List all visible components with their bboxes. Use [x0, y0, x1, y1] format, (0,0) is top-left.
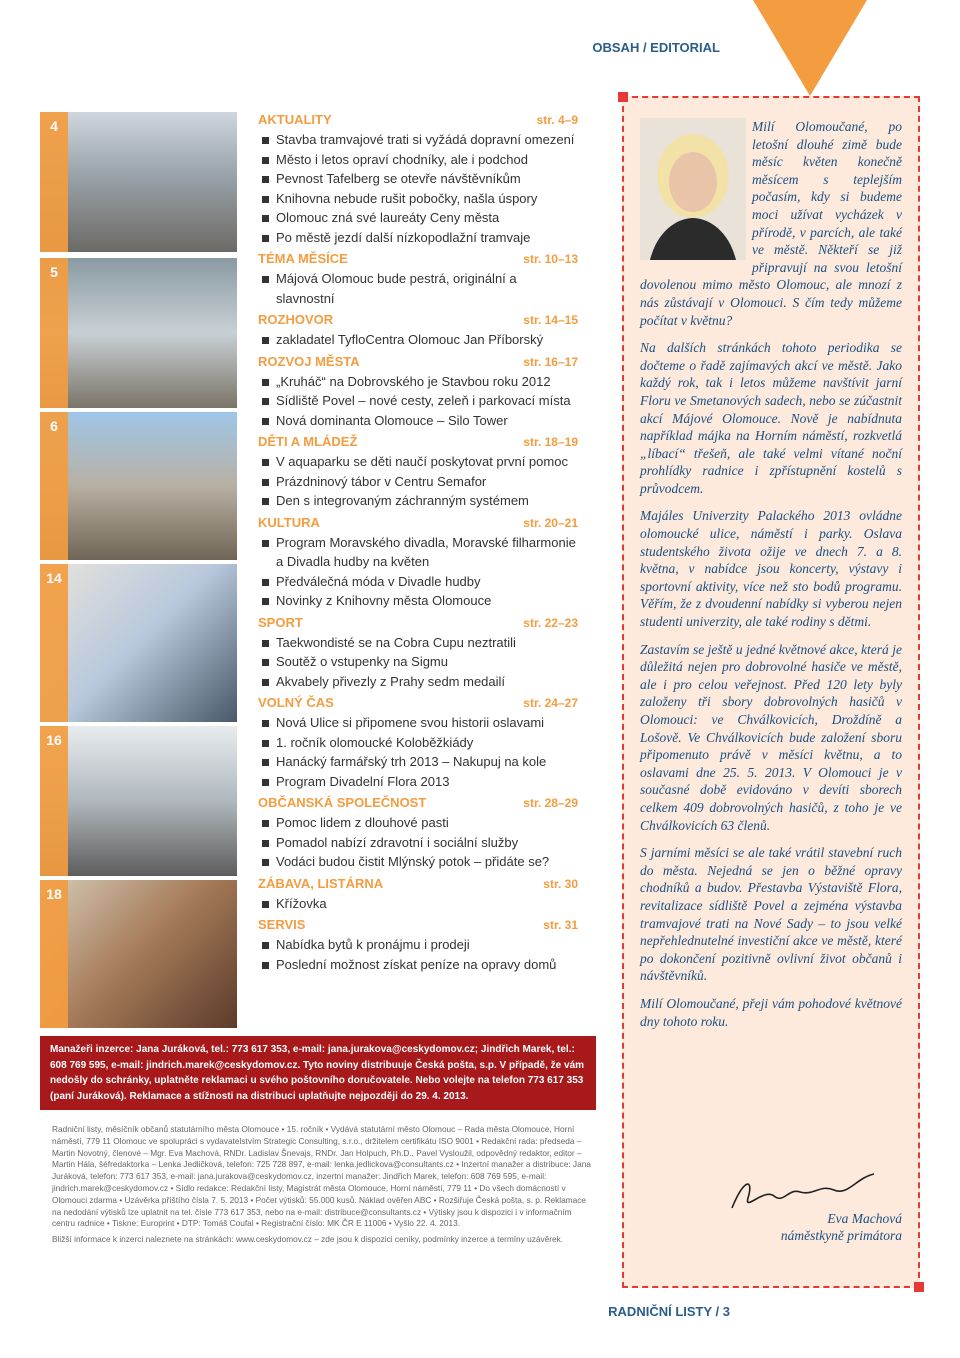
thumbnail-photo[interactable]: [40, 880, 237, 1028]
thumbnail-page-number: 14: [40, 564, 68, 722]
toc-section: [258, 312, 578, 350]
section-pages: str. 30: [543, 876, 578, 891]
section-pages: str. 28–29: [523, 796, 578, 810]
toc-item[interactable]: Program Moravského divadla, Moravské filharmonie a Divadla hudby na květen: [258, 533, 578, 572]
section-title[interactable]: VOLNÝ ČAS: [258, 695, 334, 710]
section-pages: str. 18–19: [523, 435, 578, 449]
toc-item[interactable]: Taekwondisté se na Cobra Cupu neztratili: [258, 633, 578, 653]
toc-item[interactable]: Pomoc lidem z dlouhové pasti: [258, 813, 578, 833]
editorial-paragraph: Majáles Univerzity Palackého 2013 ovládne olomoucké ulice, náměstí i parky. Oslava studentského života ožije ve dnech 7. a 8. května, v nabídce jsou koncerty, výstavy i sportovní aktivity, více než sto bodů programu. Věřím, že z dvoudenní nabídky si vyberou nejen studenti univerzity, ale také rodiny s dětmi.: [640, 508, 902, 630]
thumbnail-photo[interactable]: [40, 112, 237, 252]
thumbnail-photo[interactable]: [40, 412, 237, 560]
toc-section: [258, 112, 578, 247]
thumbnail-page-number: 18: [40, 880, 68, 1028]
toc-item[interactable]: Křížovka: [258, 894, 578, 914]
imprint: [52, 1124, 592, 1250]
thumbnail-photo[interactable]: [40, 564, 237, 722]
toc-item[interactable]: Město i letos opraví chodníky, ale i podchod: [258, 150, 578, 170]
editorial-paragraph: Milí Olomoučané, po letošní dlouhé zimě bude měsíc květen konečně měsícem s teplejším počasím, kdy si budeme moci užívat vycházek v přírodě, v parcích, ale také ve městě. Někteří se již připravují na svou letošní dovolenou mimo město Olomouc, ale mnozí z nás zůstávají v Olomouci. S čím tedy můžeme počítat v květnu?: [640, 119, 902, 328]
signature-block: [640, 1210, 902, 1244]
section-title[interactable]: OBČANSKÁ SPOLEČNOST: [258, 795, 427, 810]
signature-name: Eva Machová: [827, 1211, 902, 1226]
editorial-paragraph: Zastavím se ještě u jedné květnové akce, která je důležitá nejen pro dobrovolné hasiče ve městě, ale i pro celou veřejnost. Před 120 lety byly založeny tři sbory dobrovolných hasičů v Olomouci: ve Chválkovicích, Droždíně a Lošově. Ve Chválkovicích bude založení sboru připomenuto právě v měsíci květnu, a to oslavami dne 25. 5. 2013. V Olomouci je v současné době evidováno v devíti sborech celkem 409 dobrovolných hasičů, z toho je ve Chválkovicích 63 členů.: [640, 641, 902, 833]
toc-item[interactable]: Akvabely přivezly z Prahy sedm medailí: [258, 672, 578, 692]
editorial-box: [622, 96, 920, 1288]
thumbnail-photo[interactable]: [40, 726, 237, 876]
toc-item[interactable]: 1. ročník olomoucké Koloběžkiády: [258, 733, 578, 753]
toc-item[interactable]: Májová Olomouc bude pestrá, originální a slavnostní: [258, 269, 578, 308]
editorial-paragraph: Milí Olomoučané, přeji vám pohodové květnové dny tohoto roku.: [640, 995, 902, 1029]
section-label: OBSAH / EDITORIAL: [592, 40, 720, 55]
toc-item[interactable]: Po městě jezdí další nízkopodlažní tramvaje: [258, 228, 578, 248]
portrait-image: [640, 118, 746, 260]
section-pages: str. 4–9: [536, 113, 578, 127]
toc-item[interactable]: Hanácký farmářský trh 2013 – Nakupuj na kole: [258, 752, 578, 772]
section-pages: str. 16–17: [523, 354, 578, 369]
imprint-paragraph: Radniční listy, měsíčník občanů statutárního města Olomouce • 15. ročník • Vydává statutární město Olomouc – Rada města Olomouce, Horní náměstí, 779 11 Olomouc ve spolupráci s vydavatelstvím Strategic Consulting, s.r.o., držitelem certifikátu ISO 9001 • Redakční rada: předseda – Martin Novotný, členové – Mgr. Eva Machová, RNDr. Ladislav Šnevajs, RNDr. Jan Holpuch, Ph.D., Pavel Vysloužil, odpovědný redaktor, editor – Martin Hála, šéfredaktorka – Lenka Jedličková, telefon: 725 728 897, e-mail: lenka.jedlickova@consultants.cz • Inzertní manažer a distribuce: Jana Juráková, telefon: 773 617 353, e-mail: jana.jurakova@ceskydomov.cz, inzertní manažer: Jindřich Marek, telefon: 608 769 595, e-mail: jindrich.marek@ceskydomov.cz • Sídlo redakce: Redakční listy, Magistrát města Olomouce, Horní náměstí, 779 11 • Do všech domácností v Olomouci zdarma • Uzávěrka příštího čísla 7. 5. 2013 • Počet výtisků: 55.000 kusů. Náklad ověřen ABC • Rozšiřuje Česká pošta, s. p. Reklamace na nedodání výtisků lze uplatnit na tel. čísle 773 617 353, nebo na e-mail: distribuce@consultants.cz • Výtisky jsou k dispozici i v informačním centru radnice • Tiskne: Europrint • DTP: Tomáš Coufal • Registrační číslo: MK ČR E 11006 • Vyšlo 22. 4. 2013.: [52, 1124, 591, 1229]
thumbnail-photo[interactable]: [40, 258, 237, 408]
toc-item[interactable]: Stavba tramvajové trati si vyžádá dopravní omezení: [258, 130, 578, 150]
thumbnail-page-number: 4: [40, 112, 68, 252]
section-pages: str. 24–27: [523, 696, 578, 710]
thumbnail-page-number: 5: [40, 258, 68, 408]
toc-section: [258, 434, 578, 511]
toc-item[interactable]: Pevnost Tafelberg se otevře návštěvníkům: [258, 169, 578, 189]
section-title[interactable]: DĚTI A MLÁDEŽ: [258, 434, 358, 449]
section-title[interactable]: SERVIS: [258, 917, 306, 932]
toc-item[interactable]: Knihovna nebude rušit pobočky, našla úspory: [258, 189, 578, 209]
section-pages: str. 20–21: [523, 515, 578, 530]
toc-item[interactable]: Novinky z Knihovny města Olomouce: [258, 591, 578, 611]
section-title[interactable]: AKTUALITY: [258, 112, 332, 127]
toc-section: [258, 251, 578, 308]
section-title[interactable]: TÉMA MĚSÍCE: [258, 251, 348, 266]
thumbnail-page-number: 16: [40, 726, 68, 876]
toc-section: [258, 354, 578, 431]
section-pages: str. 14–15: [523, 313, 578, 327]
editorial-paragraph: S jarními měsíci se ale také vrátil stavební ruch do města. Nejedná se jen o běžné opravy chodníků a budov. Přestavba Výstaviště Flora, revitalizace sídliště Povel a zejména výstavba tramvajové trati na Nové Sady – to jsou velké nepřehlednutelné investiční akce ve městě, které po dokončení pozitivně ovlivní život občanů i návštěvníků.: [640, 845, 902, 984]
toc-item[interactable]: Poslední možnost získat peníze na opravy domů: [258, 955, 578, 975]
toc-item[interactable]: Prázdninový tábor v Centru Semafor: [258, 472, 578, 492]
toc-item[interactable]: Vodáci budou čistit Mlýnský potok – přidáte se?: [258, 852, 578, 872]
section-title[interactable]: SPORT: [258, 614, 303, 630]
thumbnail-page-number: 6: [40, 412, 68, 560]
author-portrait: [640, 118, 746, 260]
toc-item[interactable]: Nabídka bytů k pronájmu i prodeji: [258, 935, 578, 955]
toc-item[interactable]: Den s integrovaným záchranným systémem: [258, 491, 578, 511]
toc-item[interactable]: Olomouc zná své laureáty Ceny města: [258, 208, 578, 228]
advertising-contact-text: Manažeři inzerce: Jana Juráková, tel.: 773 617 353, e-mail: jana.jurakova@ceskydomov.cz; Jindřich Marek, tel.: 608 769 595, e-mail: jindrich.marek@ceskydomov.cz. Tyto noviny distribuuje Česká pošta, s.p. V případě, že vám nedošly do schránky, uplatněte reklamaci u svého poštovního doručovatele. Nebo volejte na telefon 773 617 353 (paní Juráková). Reklamace a stížnosti na distribuci uplatňujte nejpozději do 29. 4. 2013.: [50, 1044, 585, 1102]
toc-item[interactable]: zakladatel TyfloCentra Olomouc Jan Příborský: [258, 330, 578, 350]
section-pages: str. 10–13: [523, 252, 578, 266]
editorial-text: [640, 118, 902, 1040]
header-triangle: [753, 0, 867, 96]
section-title[interactable]: ZÁBAVA, LISTÁRNA: [258, 875, 384, 891]
advertising-contact-box: [40, 1036, 596, 1110]
toc-section: [258, 795, 578, 872]
section-title[interactable]: ROZHOVOR: [258, 312, 334, 327]
toc-item[interactable]: V aquaparku se děti naučí poskytovat první pomoc: [258, 452, 578, 472]
editorial-paragraph: Na dalších stránkách tohoto periodika se dočteme o řadě zajímavých akcí ve městě. Jako každý rok, tak i letos můžeme navštívit jarní Floru ve Smetanových sadech, nebo se zúčastnit akcí Májové Olomouce. Nově je nabídnuta například májka na Horním náměstí, rozkvetlá „líbací“ třešeň, ale také velmi vítané noční prohlídky radnice i zpřístupnění kostelů s průvodcem.: [640, 340, 902, 496]
toc-section: [258, 695, 578, 791]
toc-section: [258, 515, 578, 611]
toc-section: [258, 917, 578, 974]
page-footer: RADNIČNÍ LISTY / 3: [608, 1304, 730, 1319]
toc-item[interactable]: Nová dominanta Olomouce – Silo Tower: [258, 411, 578, 431]
section-title[interactable]: ROZVOJ MĚSTA: [258, 353, 360, 369]
toc-section: [258, 615, 578, 692]
section-pages: str. 22–23: [523, 615, 578, 630]
toc-item[interactable]: Nová Ulice si připomene svou historii oslavami: [258, 713, 578, 733]
toc-section: [258, 876, 578, 914]
toc-item[interactable]: Sídliště Povel – nové cesty, zeleň i parkovací místa: [258, 391, 578, 411]
table-of-contents: [258, 112, 578, 978]
toc-item[interactable]: „Kruháč“ na Dobrovského je Stavbou roku 2012: [258, 372, 578, 392]
toc-item[interactable]: Program Divadelní Flora 2013: [258, 772, 578, 792]
imprint-paragraph: Bližší informace k inzerci naleznete na stránkách: www.ceskydomov.cz – zde jsou k dispozici ceníky, podmínky inzerce a termíny uzávěrek.: [52, 1234, 564, 1245]
toc-item[interactable]: Předválečná móda v Divadle hudby: [258, 572, 578, 592]
section-title[interactable]: KULTURA: [258, 514, 320, 530]
toc-item[interactable]: Soutěž o vstupenky na Sigmu: [258, 652, 578, 672]
toc-item[interactable]: Pomadol nabízí zdravotní i sociální služby: [258, 833, 578, 853]
signature-role: náměstkyně primátora: [780, 1228, 902, 1243]
section-pages: str. 31: [543, 918, 578, 932]
